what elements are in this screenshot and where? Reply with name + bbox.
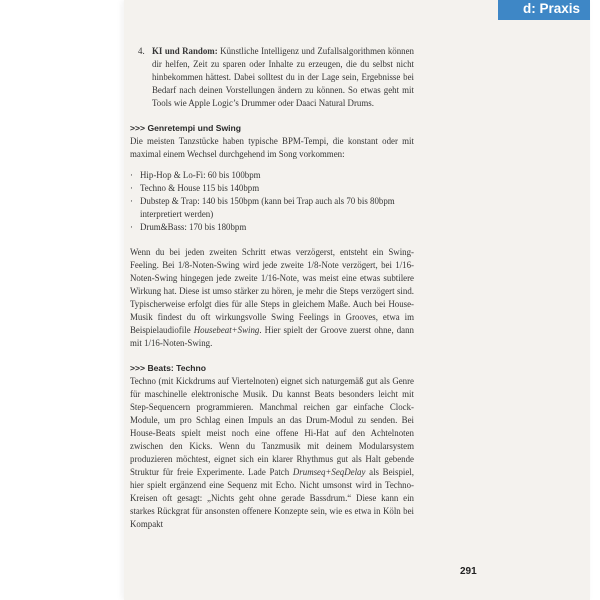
section-heading-genretempi: >>> Genretempi und Swing (130, 123, 242, 133)
section1-intro: Die meisten Tanzstücke haben typische BPM-Tempi, die konstant oder mit maximal einem Wechsel durchgehend im Song vorkommen: (130, 136, 414, 159)
audiofile-name: Housebeat+Swing (193, 325, 260, 335)
techno-paragraph: Techno (mit Kickdrums auf Viertelnoten) eignet sich naturgemäß gut als Genre für maschinelle elektronische Musik. Du kannst Beats besonders leicht mit Step-Sequencern programmieren. Manchmal reichen gar einfache Clock-Module, um pro Schlag einen Impuls an das Drum-Modul zu senden. Bei House-Beats spielt meist noch eine offene Hi-Hat auf den Achtelnoten zwischen den Kicks. Wenn du Tanzmusik mit deinem Modularsystem produzieren möchtest, eignet sich ein klarer Rhythmus gut als Halt gebende Struktur für freie Experimente. Lade Patch Drumseq+SeqDelay als Beispiel, hier spielt ergänzend eine Sequenz mit Echo. Nicht umsonst wird in Techno-Kreisen oft gesagt: „Nichts geht ohne gerade Bassdrum.“ Diese kann ein starkes Rückgrat für ansonsten offenere Konzepte sein, wie es etwa in Köln bei Kompakt (130, 376, 414, 529)
page-content (130, 45, 414, 531)
list-body-text: Künstliche Intelligenz und Zufallsalgorithmen können dir helfen, Zeit zu sparen oder Inhalte zu erzeugen, die du selbst nicht hinbekommen hättest. Dabei solltest du in der Lage sein, Ergebnisse bei Bedarf nach deinen Vorstellungen ändern zu können. So etwas geht mit Tools wie Apple Logic’s Drummer oder Daaci Natural Drums. (152, 46, 414, 108)
tempo-list (130, 169, 414, 234)
section-tab: d: Praxis (498, 0, 590, 20)
swing-paragraph: Wenn du bei jeden zweiten Schritt etwas verzögerst, entsteht ein Swing-Feeling. Bei 1/8-Noten-Swing wird jede zweite 1/8-Note verzögert, bei 1/16-Noten-Swing hingegen jede zweite 1/16-Note, was meist eine etwas subtilere Wirkung hat. Diese ist umso stärker zu hören, je mehr die Steps verzögert sind. Typischerweise erfolgt dies für alle Steps in gleichem Maße. Auch bei House-Musik findest du oft wirkungsvolle Swing Feelings in Grooves, etwa im Beispielaudiofile Housebeat+Swing. Hier spielt der Groove zuerst ohne, dann mit 1/16-Noten-Swing. (130, 247, 414, 348)
list-item: · Dubstep & Trap: 140 bis 150bpm (kann bei Trap auch als 70 bis 80bpm interpretiert werden) (130, 196, 395, 219)
section-heading-techno: >>> Beats: Techno (130, 363, 207, 373)
page-number: 291 (460, 566, 477, 577)
list-text (152, 45, 414, 110)
patch-name: Drumseq+SeqDelay (292, 467, 366, 477)
list-item (138, 45, 414, 110)
list-number: 4. (138, 46, 145, 56)
list-item: · Drum&Bass: 170 bis 180bpm (130, 222, 247, 232)
list-title: KI und Random: (152, 46, 218, 56)
list-item: · Techno & House 115 bis 140bpm (130, 183, 260, 193)
list-item: · Hip-Hop & Lo-Fi: 60 bis 100bpm (130, 170, 261, 180)
